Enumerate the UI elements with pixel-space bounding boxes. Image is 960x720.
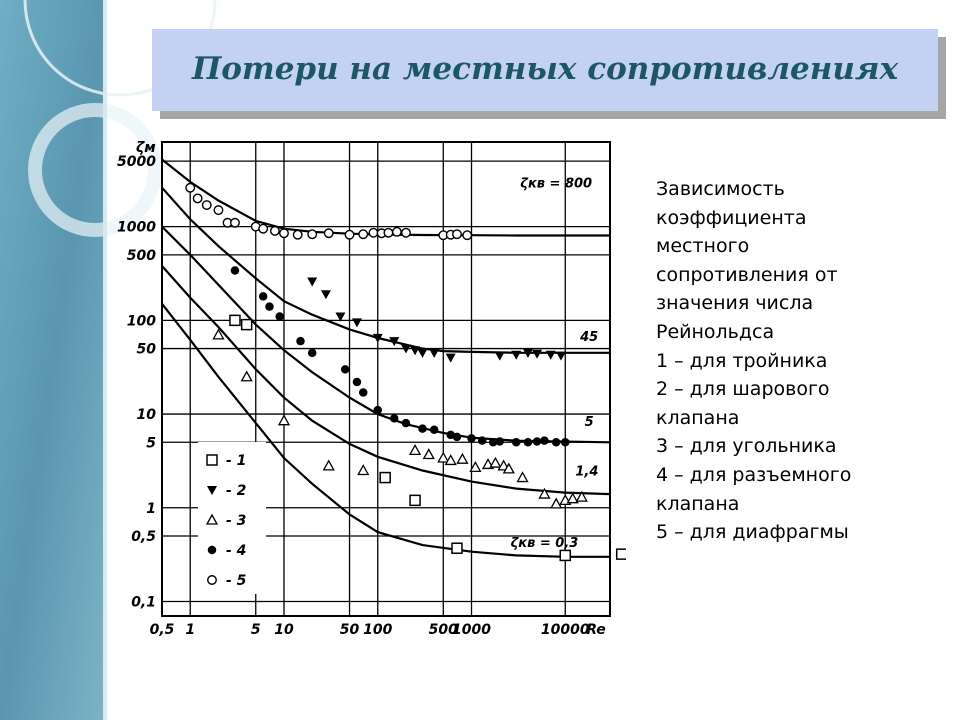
y-tick-label: 0,5 — [131, 528, 156, 545]
data-point-series-5 — [259, 224, 268, 233]
data-point-series-4 — [341, 365, 350, 374]
data-point-series-5 — [324, 229, 333, 238]
data-point-series-5 — [202, 201, 211, 210]
data-point-series-2 — [307, 277, 317, 286]
y-tick-label: 1 — [146, 500, 156, 517]
data-point-series-4 — [296, 337, 305, 346]
x-tick-label: 10 — [274, 622, 294, 636]
data-point-series-3 — [324, 461, 334, 470]
data-point-series-2 — [511, 351, 521, 360]
data-point-series-2 — [321, 290, 331, 299]
data-point-series-4 — [373, 406, 382, 415]
x-tick-label: 1000 — [452, 622, 491, 636]
data-point-series-5 — [463, 231, 472, 240]
data-point-series-4 — [533, 437, 542, 446]
data-point-series-4 — [467, 434, 476, 443]
curve-annotation: 5 — [584, 414, 594, 430]
data-point-series-1 — [560, 550, 570, 560]
data-point-series-3 — [490, 458, 500, 467]
legend-marker-5 — [208, 576, 217, 585]
x-tick-label: 500 — [428, 622, 458, 636]
data-point-series-5 — [384, 229, 393, 238]
fitted-curve — [162, 188, 610, 353]
data-point-series-2 — [532, 350, 542, 359]
title-bar — [152, 29, 938, 111]
data-point-series-2 — [546, 351, 556, 360]
data-point-series-3 — [424, 450, 434, 459]
data-point-series-4 — [259, 292, 268, 301]
description-line: 4 – для разъемного — [656, 463, 852, 486]
data-point-series-4 — [453, 433, 462, 442]
data-point-series-5 — [193, 194, 202, 203]
data-point-series-4 — [524, 438, 533, 447]
data-point-series-4 — [275, 312, 284, 321]
slide-title: Потери на местных сопротивлениях — [191, 51, 899, 87]
description-line: клапана — [656, 406, 740, 429]
data-point-series-4 — [390, 414, 399, 423]
data-point-series-4 — [540, 436, 549, 445]
legend-label: - 2 — [226, 483, 247, 499]
data-point-series-4 — [478, 436, 487, 445]
legend-label: - 1 — [226, 453, 247, 469]
y-tick-label: 5 — [146, 435, 156, 452]
y-tick-label: 0,1 — [131, 594, 156, 611]
y-tick-label: 10 — [136, 407, 156, 424]
data-point-series-5 — [402, 229, 411, 238]
x-tick-label: 1 — [185, 622, 196, 636]
data-point-series-3 — [242, 372, 252, 381]
data-point-series-1 — [380, 473, 390, 483]
data-point-series-4 — [561, 438, 570, 447]
data-point-series-5 — [453, 230, 462, 239]
data-point-series-1 — [617, 549, 626, 559]
description-line: клапана — [656, 492, 740, 515]
description-line: местного — [656, 235, 750, 258]
y-tick-label: 100 — [126, 313, 156, 330]
data-point-series-2 — [417, 349, 427, 358]
description-line: 2 – для шарового — [656, 378, 830, 401]
legend-label: - 4 — [226, 543, 247, 559]
data-point-series-4 — [512, 438, 520, 447]
data-point-series-3 — [279, 416, 289, 425]
curve-annotation: 1,4 — [575, 464, 599, 480]
description-line: 1 – для тройника — [656, 349, 828, 372]
data-point-series-2 — [429, 349, 439, 358]
legend-marker-4 — [208, 546, 217, 555]
data-point-series-4 — [359, 388, 368, 397]
data-point-series-3 — [438, 453, 448, 462]
chart — [106, 126, 626, 636]
data-point-series-4 — [353, 378, 362, 387]
description-line: Зависимость — [656, 178, 785, 200]
data-point-series-5 — [393, 228, 402, 237]
data-point-series-4 — [308, 349, 317, 358]
x-tick-label: 0,5 — [149, 622, 175, 636]
legend-label: - 3 — [226, 513, 247, 529]
data-point-series-1 — [230, 315, 240, 325]
data-point-series-3 — [410, 445, 420, 454]
x-tick-label: 5 — [250, 622, 261, 636]
data-point-series-5 — [231, 219, 240, 228]
legend-marker-1 — [207, 455, 217, 465]
y-tick-label: 50 — [136, 341, 156, 358]
curve-annotation: ζкв = 0,3 — [510, 536, 579, 552]
data-point-series-3 — [358, 465, 368, 474]
fitted-curve — [162, 227, 610, 443]
description-line: сопротивления от — [656, 263, 838, 286]
data-point-series-4 — [430, 426, 439, 435]
data-point-series-3 — [457, 454, 467, 463]
data-point-series-5 — [271, 227, 280, 236]
description-line: коэффициента — [656, 206, 807, 229]
data-point-series-5 — [293, 230, 302, 239]
data-point-series-5 — [345, 230, 354, 239]
data-point-series-4 — [418, 424, 427, 433]
description-line: 5 – для диафрагмы — [656, 521, 849, 544]
data-point-series-2 — [556, 352, 566, 361]
x-tick-label: 100 — [363, 622, 393, 636]
description-text — [656, 175, 946, 547]
curve-annotation: 45 — [580, 330, 599, 346]
y-tick-label: 5000 — [117, 154, 156, 171]
data-point-series-5 — [186, 183, 195, 192]
data-point-series-2 — [352, 318, 362, 327]
data-point-series-5 — [280, 229, 289, 238]
data-point-series-4 — [402, 419, 411, 428]
data-point-series-4 — [552, 438, 561, 447]
data-point-series-2 — [446, 354, 456, 363]
data-point-series-2 — [495, 352, 505, 361]
description-line: 3 – для угольника — [656, 435, 837, 458]
data-point-series-3 — [551, 499, 561, 508]
curve-annotation: ζкв = 800 — [520, 176, 593, 192]
description-line: Рейнольдса — [656, 320, 775, 343]
data-point-series-3 — [518, 473, 528, 482]
data-point-series-5 — [214, 206, 223, 215]
description-line: значения числа — [656, 292, 814, 315]
data-point-series-1 — [452, 543, 462, 553]
legend-label: - 5 — [226, 573, 247, 589]
data-point-series-5 — [308, 230, 317, 239]
data-point-series-4 — [265, 302, 274, 311]
x-axis-label: Re — [586, 622, 606, 636]
x-tick-label: 10000 — [540, 622, 590, 636]
y-axis-label: ζм — [136, 140, 156, 156]
data-point-series-5 — [359, 230, 368, 239]
data-point-series-1 — [410, 495, 420, 505]
y-tick-label: 500 — [126, 247, 156, 264]
y-tick-label: 1000 — [117, 219, 156, 236]
x-tick-label: 50 — [339, 622, 360, 636]
data-point-series-5 — [369, 229, 378, 238]
data-point-series-4 — [231, 266, 240, 275]
data-point-series-1 — [242, 320, 252, 330]
data-point-series-4 — [495, 437, 504, 446]
